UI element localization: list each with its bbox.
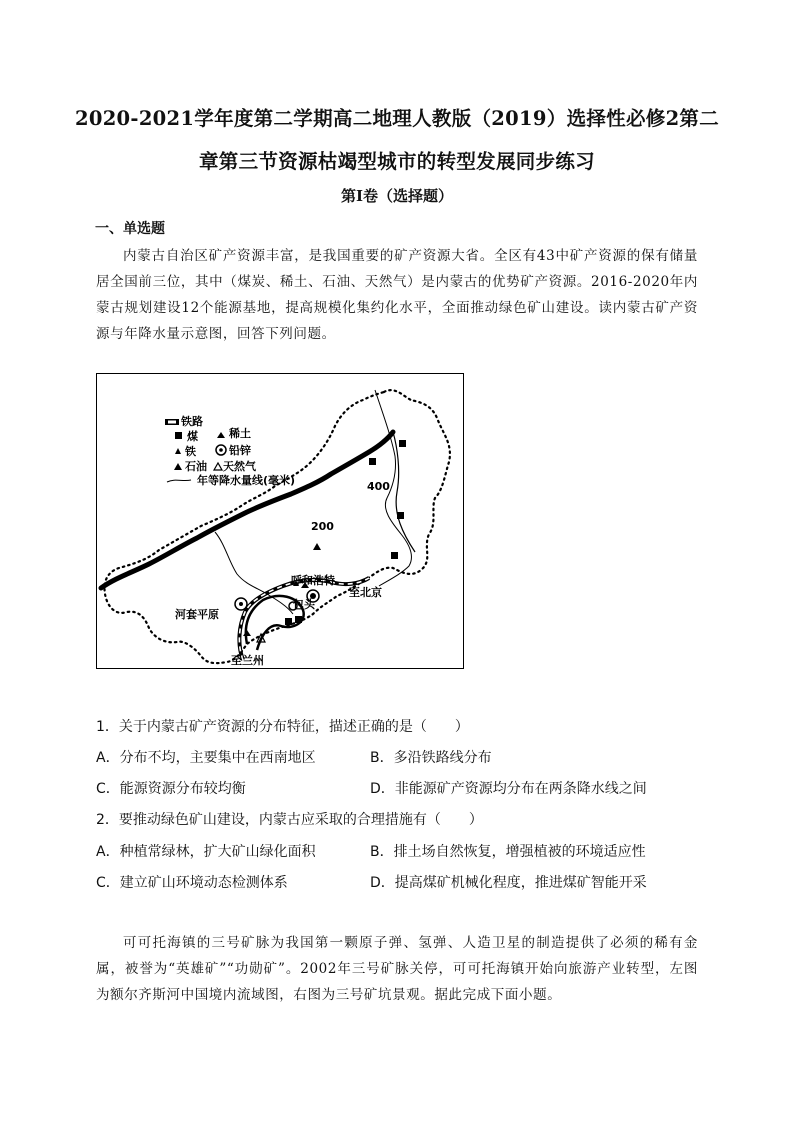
passage-paragraph-1: 内蒙古自治区矿产资源丰富，是我国重要的矿产资源大省。全区有43中矿产资源的保有储量居全国前三位，其中（煤炭、稀土、石油、天然气）是内蒙古的优势矿产资源。2016-2020年内蒙古规划建设12个能源基地，提高规模化集约化水平，全面推动绿色矿山建设。读内蒙古矿产资源与年降水量示意图，回答下列问题。 <box>96 248 698 342</box>
question-1-option-b: B．多沿铁路线分布 <box>370 750 492 766</box>
question-2-stem: 2．要推动绿色矿山建设，内蒙古应采取的合理措施有（ ） <box>96 812 483 828</box>
oil-marker <box>243 630 251 636</box>
document-title-line1: 2020-2021学年度第二学期高二地理人教版（2019）选择性必修2第二 <box>74 107 720 130</box>
legend-gas-symbol <box>214 463 222 470</box>
question-1-stem: 1．关于内蒙古矿产资源的分布特征，描述正确的是（ ） <box>96 719 469 735</box>
map-drawing <box>97 374 463 668</box>
legend-iron-symbol <box>175 448 181 454</box>
oil-marker <box>313 543 321 550</box>
legend-lead-zinc-label: 铅锌 <box>229 444 251 457</box>
question-2-option-d: D．提高煤矿机械化程度，推进煤矿智能开采 <box>370 875 647 891</box>
section-heading: 一、单选题 <box>95 221 165 237</box>
hohhot-label: 呼和浩特 <box>291 574 335 587</box>
question-2-option-a: A．种植常绿林，扩大矿山绿化面积 <box>96 844 316 860</box>
legend-isohyet-label: 年等降水量线(毫米) <box>197 474 296 487</box>
legend-oil-label: 石油 <box>185 460 207 473</box>
volume-heading: 第I卷（选择题） <box>340 187 454 205</box>
coal-marker <box>391 552 398 559</box>
legend-railway-label: 铁路 <box>181 415 203 428</box>
coal-marker <box>285 618 292 625</box>
to-lanzhou-label: 至兰州 <box>231 654 264 667</box>
question-1-option-a: A．分布不均，主要集中在西南地区 <box>96 750 316 766</box>
legend-isohyet-symbol <box>167 480 191 482</box>
legend-coal-symbol <box>175 432 182 439</box>
document-title-line2: 章第三节资源枯竭型城市的转型发展同步练习 <box>198 150 595 173</box>
map-legend <box>165 414 295 487</box>
coal-marker <box>369 458 376 465</box>
legend-rare-earth-symbol <box>217 432 225 438</box>
legend-coal-label: 煤 <box>187 430 198 443</box>
question-1-option-c: C．能源资源分布较均衡 <box>96 781 246 797</box>
isohyet-200-label: 200 <box>311 520 334 533</box>
coal-marker <box>399 440 406 447</box>
coal-marker <box>397 512 404 519</box>
passage-paragraph-2: 可可托海镇的三号矿脉为我国第一颗原子弹、氢弹、人造卫星的制造提供了必须的稀有金属，被誉为“英雄矿”“功勋矿”。2002年三号矿脉关停，可可托海镇开始向旅游产业转型，左图为额尔齐斯河中国境内流域图，右图为三号矿坑景观。据此完成下面小题。 <box>96 935 698 1003</box>
eastern-thick-line <box>393 432 415 552</box>
inner-mongolia-map <box>96 373 464 669</box>
province-boundary <box>105 390 450 663</box>
legend-oil-symbol <box>174 463 182 470</box>
question-2-option-c: C．建立矿山环境动态检测体系 <box>96 875 288 891</box>
to-beijing-label: 至北京 <box>349 586 382 599</box>
legend-rare-earth-label: 稀土 <box>229 427 251 440</box>
hetao-plain-label: 河套平原 <box>175 608 219 621</box>
baotou-label: 包头 <box>293 598 315 611</box>
legend-gas-label: 天然气 <box>223 460 256 473</box>
question-1-option-d: D．非能源矿产资源均分布在两条降水线之间 <box>370 781 647 797</box>
question-2-option-b: B．排土场自然恢复，增强植被的环境适应性 <box>370 844 646 860</box>
isohyet-400-label: 400 <box>367 480 390 493</box>
legend-iron-label: 铁 <box>185 445 196 458</box>
coal-marker <box>295 616 302 623</box>
